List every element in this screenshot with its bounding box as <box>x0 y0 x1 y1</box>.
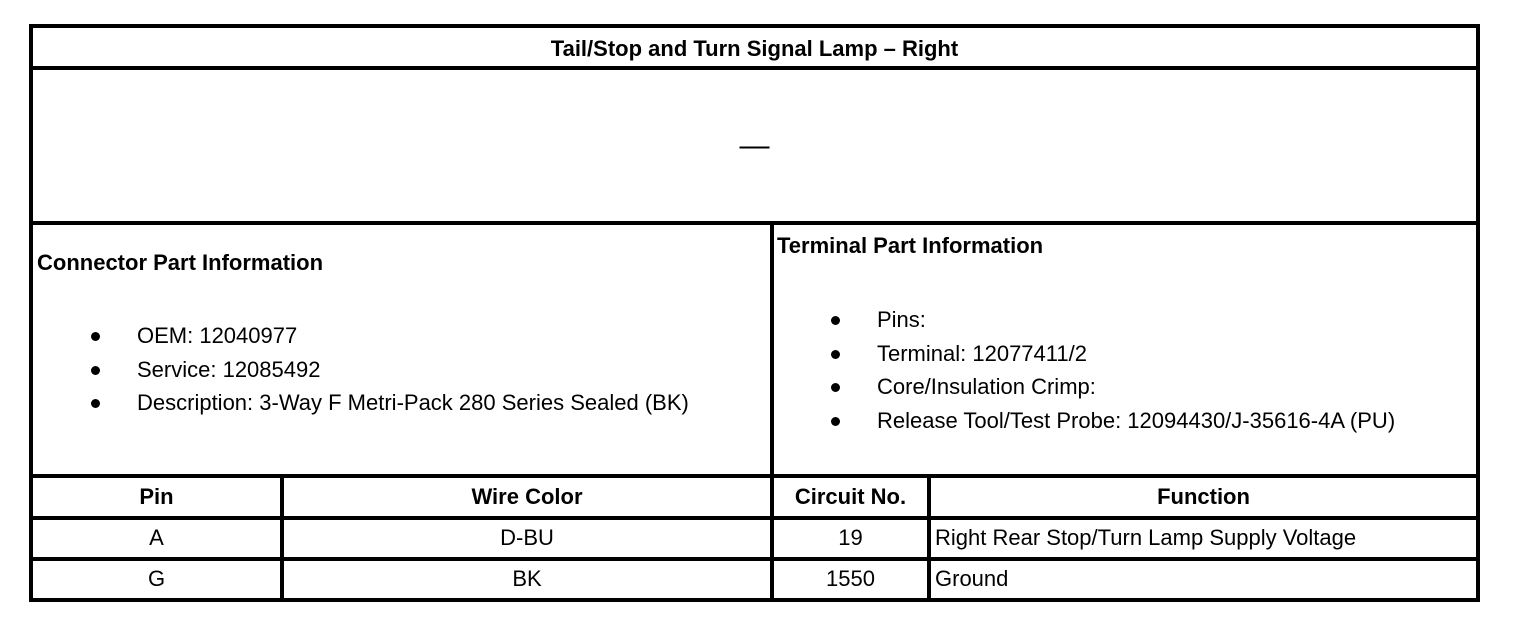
bullet-icon <box>91 399 100 408</box>
list-item <box>777 337 1395 371</box>
col-header-circuit: Circuit No. <box>794 484 907 509</box>
col-header-wire-color: Wire Color <box>471 484 583 509</box>
col-header-function: Function <box>1157 484 1250 509</box>
connector-heading: Connector Part Information <box>37 250 324 275</box>
connector-sheet <box>29 24 1480 602</box>
bullet-icon <box>91 366 100 375</box>
list-item-text: Core/Insulation Crimp: <box>877 374 1096 399</box>
cell-pin: G <box>147 566 166 591</box>
connector-info-list <box>37 319 689 420</box>
divider <box>770 225 774 478</box>
col-header-pin: Pin <box>139 484 174 509</box>
cell-wire-color: D-BU <box>500 525 554 550</box>
list-item <box>37 353 689 387</box>
cell-pin: A <box>149 525 164 550</box>
cell-function: Right Rear Stop/Turn Lamp Supply Voltage <box>935 525 1357 550</box>
bullet-icon <box>831 316 840 325</box>
terminal-heading: Terminal Part Information <box>777 233 1044 258</box>
list-item <box>37 319 689 353</box>
list-item-text: OEM: 12040977 <box>137 323 298 348</box>
list-item-text: Release Tool/Test Probe: 12094430/J-35616-4A (PU) <box>877 407 1396 433</box>
list-item-text: Service: 12085492 <box>137 356 321 382</box>
bullet-icon <box>831 417 840 426</box>
cell-circuit: 1550 <box>826 566 875 591</box>
bullet-icon <box>831 383 840 392</box>
divider <box>33 221 1476 225</box>
divider <box>33 66 1476 70</box>
list-item <box>777 370 1395 404</box>
list-item-text: Terminal: 12077411/2 <box>877 340 1087 366</box>
list-item <box>777 404 1395 438</box>
terminal-info-list <box>777 303 1395 437</box>
list-item <box>777 303 1395 337</box>
list-item-text: Description: 3-Way F Metri-Pack 280 Series Sealed (BK) <box>137 390 689 415</box>
cell-function: Ground <box>935 566 1009 591</box>
cell-circuit: 19 <box>838 525 863 550</box>
page-title: Tail/Stop and Turn Signal Lamp – Right <box>550 36 959 61</box>
bullet-icon <box>91 332 100 341</box>
image-placeholder: — <box>739 129 770 162</box>
bullet-icon <box>831 350 840 359</box>
list-item-text: Pins: <box>877 307 926 332</box>
cell-wire-color: BK <box>512 566 542 591</box>
list-item <box>37 386 689 420</box>
